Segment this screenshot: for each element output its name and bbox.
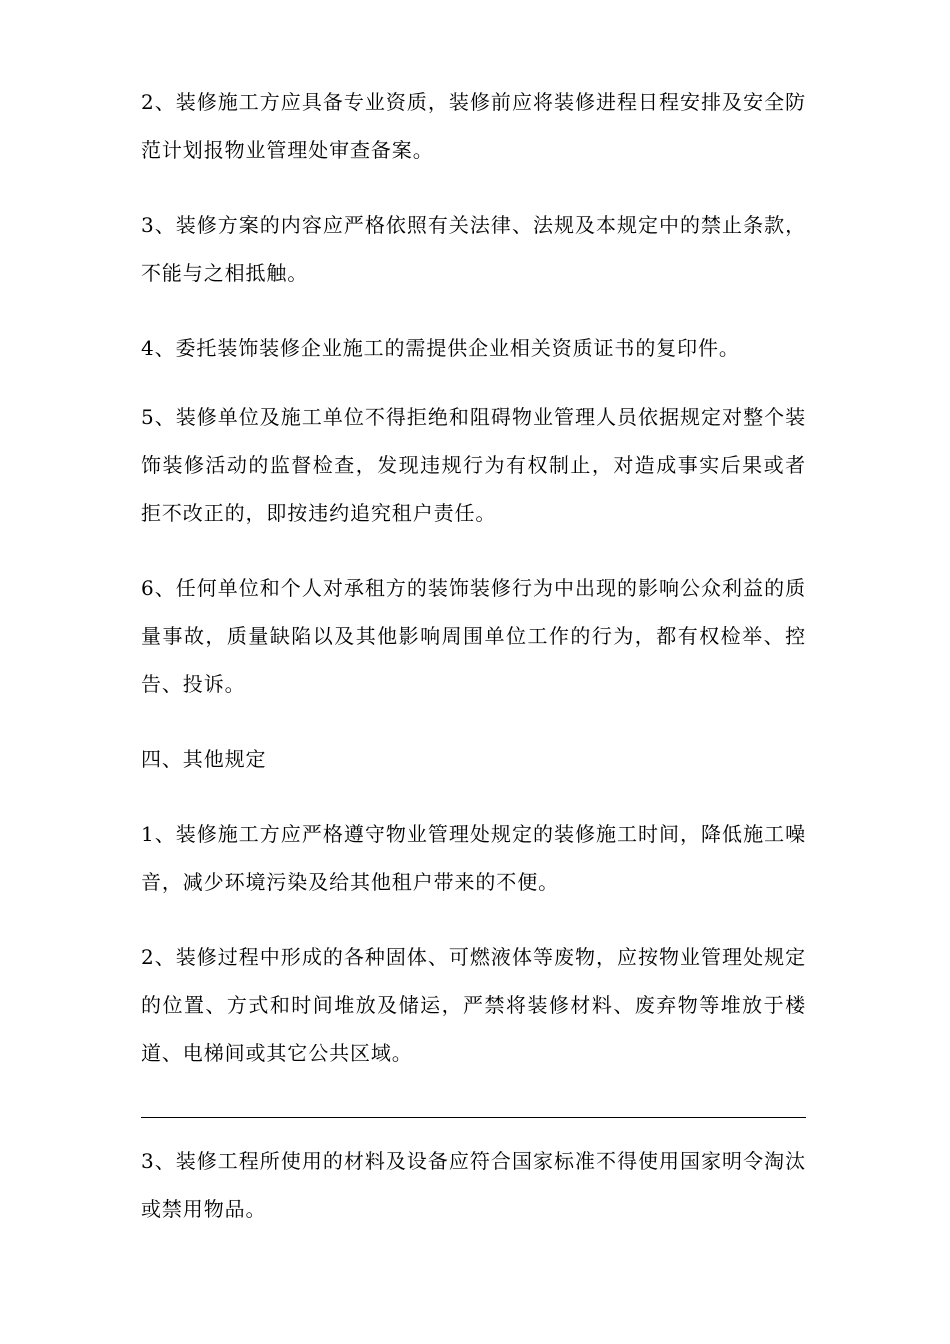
page-divider [141, 1117, 806, 1118]
document-body [141, 78, 806, 1077]
paragraph-item-3-plan-content: 3、装修方案的内容应严格依照有关法律、法规及本规定中的禁止条款，不能与之相抵触。 [141, 213, 806, 285]
paragraph-item-6-reporting: 6、任何单位和个人对承租方的装饰装修行为中出现的影响公众利益的质量事故，质量缺陷以及其他影响周围单位工作的行为，都有权检举、控告、投诉。 [141, 576, 806, 696]
paragraph-other-2-waste: 2、装修过程中形成的各种固体、可燃液体等废物，应按物业管理处规定的位置、方式和时间堆放及储运，严禁将装修材料、废弃物等堆放于楼道、电梯间或其它公共区域。 [141, 945, 806, 1065]
section-heading-other-rules: 四、其他规定 [141, 747, 267, 771]
document-body-continued [141, 1137, 806, 1233]
paragraph-other-1-noise: 1、装修施工方应严格遵守物业管理处规定的装修施工时间，降低施工噪音，减少环境污染及给其他租户带来的不便。 [141, 822, 806, 894]
paragraph-item-5-inspection: 5、装修单位及施工单位不得拒绝和阻碍物业管理人员依据规定对整个装饰装修活动的监督检查，发现违规行为有权制止，对造成事实后果或者拒不改正的，即按违约追究租户责任。 [141, 405, 806, 525]
paragraph-item-4-certificates: 4、委托装饰装修企业施工的需提供企业相关资质证书的复印件。 [141, 336, 740, 360]
paragraph-item-2-qualification: 2、装修施工方应具备专业资质，装修前应将装修进程日程安排及安全防范计划报物业管理处审查备案。 [141, 90, 806, 162]
paragraph-other-3-materials: 3、装修工程所使用的材料及设备应符合国家标准不得使用国家明令淘汰或禁用物品。 [141, 1149, 806, 1221]
